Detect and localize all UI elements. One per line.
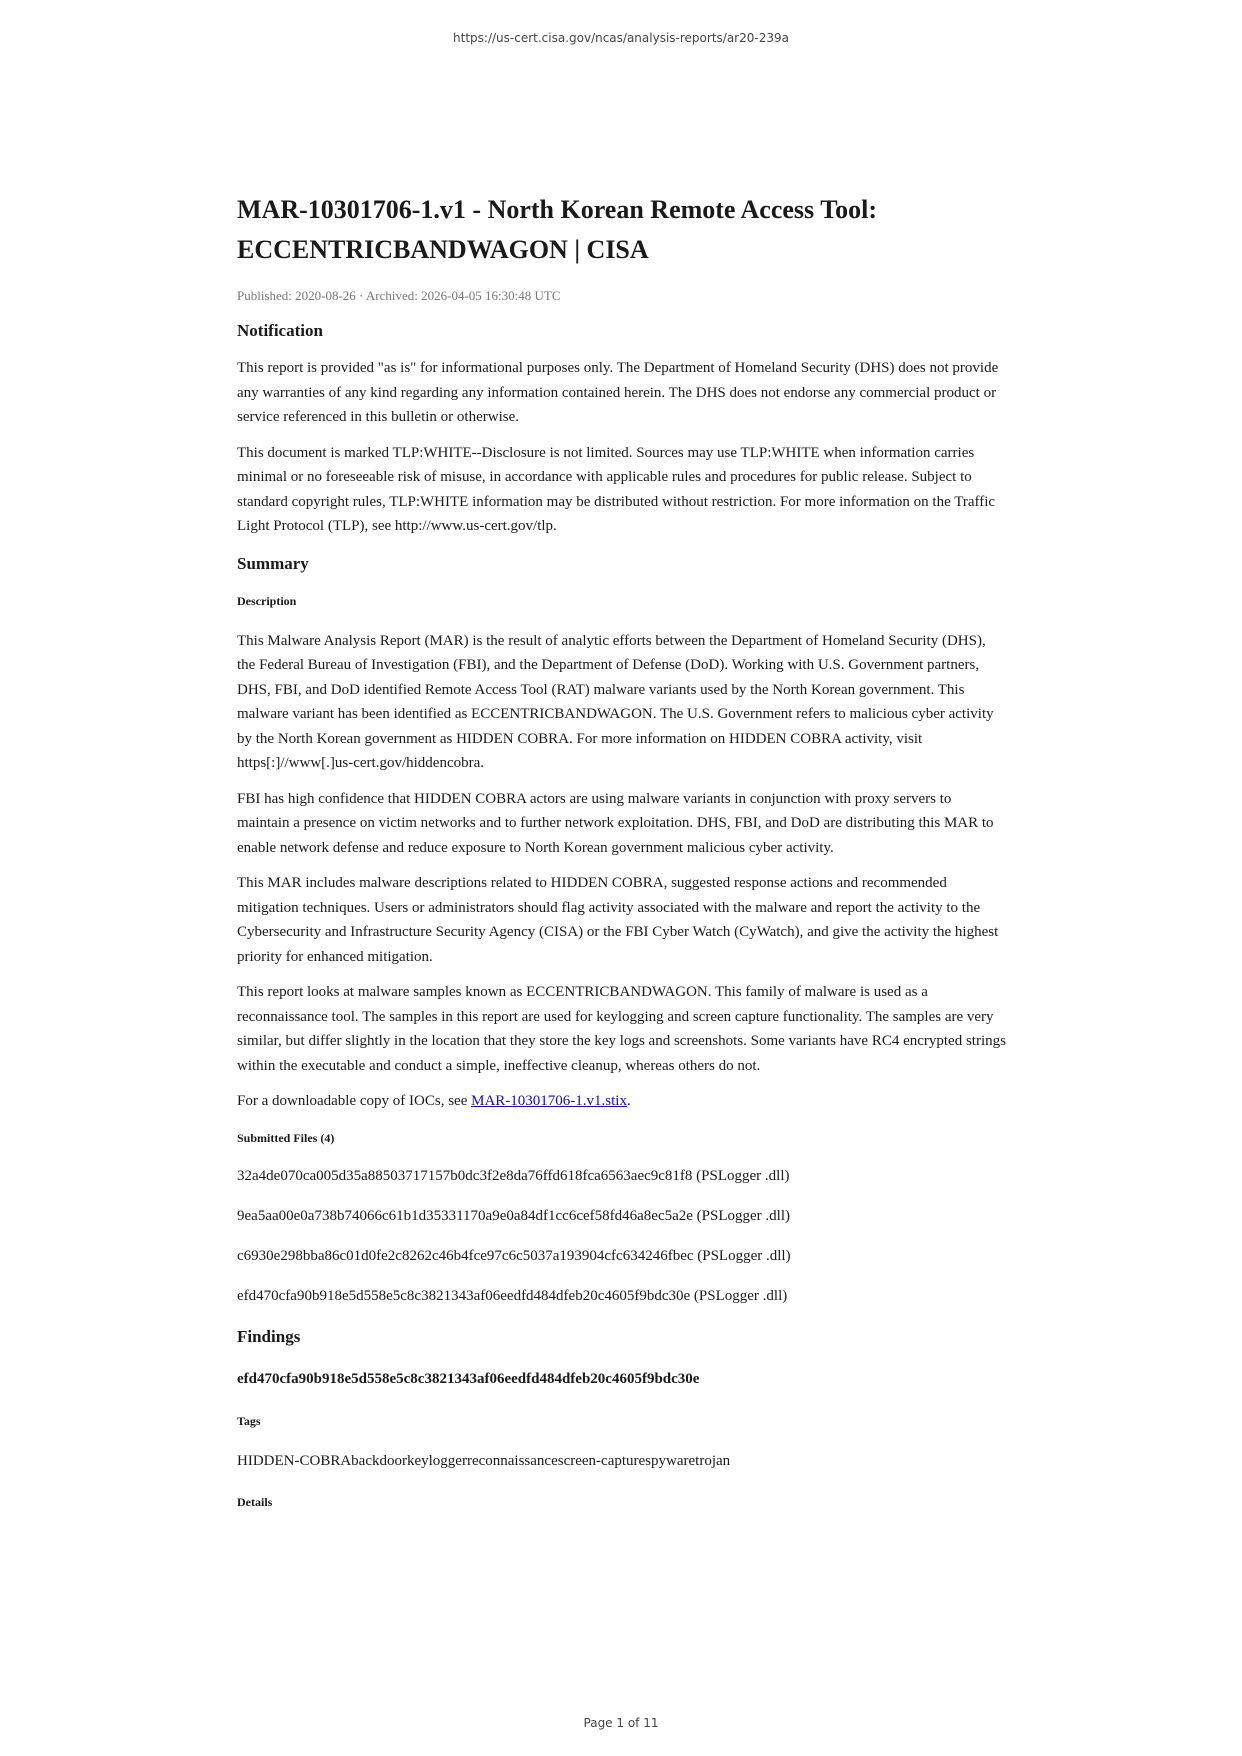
submitted-files-heading: Submitted Files (4) [237, 1130, 335, 1145]
article-content [237, 190, 1007, 1510]
notification-paragraph-1: This report is provided "as is" for informational purposes only. The Department of Homeland Security (DHS) does not provide any warranties of any kind regarding any information contained herein. The DHS does not endorse any commercial product or service referenced in this bulletin or otherwise. [237, 360, 999, 425]
summary-heading: Summary [237, 553, 309, 573]
notification-paragraph-2: This document is marked TLP:WHITE--Disclosure is not limited. Sources may use TLP:WHITE when information carries minimal or no foreseeable risk of misuse, in accordance with applicable rules and procedures for public release. Subject to standard copyright rules, TLP:WHITE information may be distributed without restriction. For more information on the Traffic Light Protocol (TLP), see http://www.us-cert.gov/tlp. [237, 444, 996, 534]
notification-heading: Notification [237, 321, 323, 340]
publish-meta: Published: 2020-08-26 · Archived: 2026-04-05 16:30:48 UTC [237, 288, 561, 303]
summary-paragraph-2: FBI has high confidence that HIDDEN COBRA actors are using malware variants in conjunction with proxy servers to maintain a presence on victim networks and to further network exploitation. DHS, FBI, and DoD are distributing this MAR to enable network defense and reduce exposure to North Korean government malicious cyber activity. [237, 790, 994, 856]
submitted-file-item: 32a4de070ca005d35a88503717157b0dc3f2e8da76ffd618fca6563aec9c81f8 (PSLogger .dll) [237, 1167, 790, 1184]
summary-paragraph-3: This MAR includes malware descriptions related to HIDDEN COBRA, suggested response actions and recommended mitigation techniques. Users or administrators should flag activity associated with the malware and report the activity to the Cybersecurity and Infrastructure Security Agency (CISA) or the FBI Cyber Watch (CyWatch), and give the activity the highest priority for enhanced mitigation. [237, 875, 999, 965]
tags-heading: Tags [237, 1413, 261, 1428]
summary-paragraph-1: This Malware Analysis Report (MAR) is the result of analytic efforts between the Department of Homeland Security (DHS), the Federal Bureau of Investigation (FBI), and the Department of Defense (DoD). Working with U.S. Government partners, DHS, FBI, and DoD identified Remote Access Tool (RAT) malware variants used by the North Korean government. This malware variant has been identified as ECCENTRICBANDWAGON. The U.S. Government refers to malicious cyber activity by the North Korean government as HIDDEN COBRA. For more information on HIDDEN COBRA activity, visit https[:]//www[.]us-cert.gov/hiddencobra. [237, 632, 994, 771]
page-number-footer: Page 1 of 11 [583, 1716, 659, 1730]
tags-list: HIDDEN-COBRAbackdoorkeyloggerreconnaissancescreen-capturespywaretrojan [237, 1452, 731, 1469]
findings-heading: Findings [237, 1326, 301, 1346]
summary-paragraph-4: This report looks at malware samples known as ECCENTRICBANDWAGON. This family of malware is used as a reconnaissance tool. The samples in this report are used for keylogging and screen capture functionality. The samples are very similar, but differ slightly in the location that they store the key logs and screenshots. Some variants have RC4 encrypted strings within the executable and conduct a simple, ineffective cleanup, whereas others do not. [237, 984, 1006, 1074]
submitted-file-item: c6930e298bba86c01d0fe2c8262c46b4fce97c6c5037a193904cfc634246fbec (PSLogger .dll) [237, 1247, 791, 1264]
submitted-file-item: efd470cfa90b918e5d558e5c8c3821343af06eedfd484dfeb20c4605f9bdc30e (PSLogger .dll) [237, 1287, 788, 1304]
finding-file-hash: efd470cfa90b918e5d558e5c8c3821343af06eedfd484dfeb20c4605f9bdc30e [237, 1370, 700, 1387]
submitted-file-item: 9ea5aa00e0a738b74066c61b1d35331170a9e0a84df1cc6cef58fd46a8ec5a2e (PSLogger .dll) [237, 1207, 791, 1224]
page-title: MAR-10301706-1.v1 - North Korean Remote Access Tool: ECCENTRICBANDWAGON | CISA [237, 195, 878, 264]
ioc-download-line [237, 1089, 1007, 1114]
details-heading: Details [237, 1494, 273, 1509]
page-url-header: https://us-cert.cisa.gov/ncas/analysis-reports/ar20-239a [453, 31, 789, 45]
description-heading: Description [237, 593, 297, 608]
ioc-suffix-text: . [626, 1093, 631, 1109]
ioc-stix-link[interactable]: MAR-10301706-1.v1.stix [471, 1093, 627, 1109]
ioc-prefix-text: For a downloadable copy of IOCs, see [237, 1093, 472, 1109]
